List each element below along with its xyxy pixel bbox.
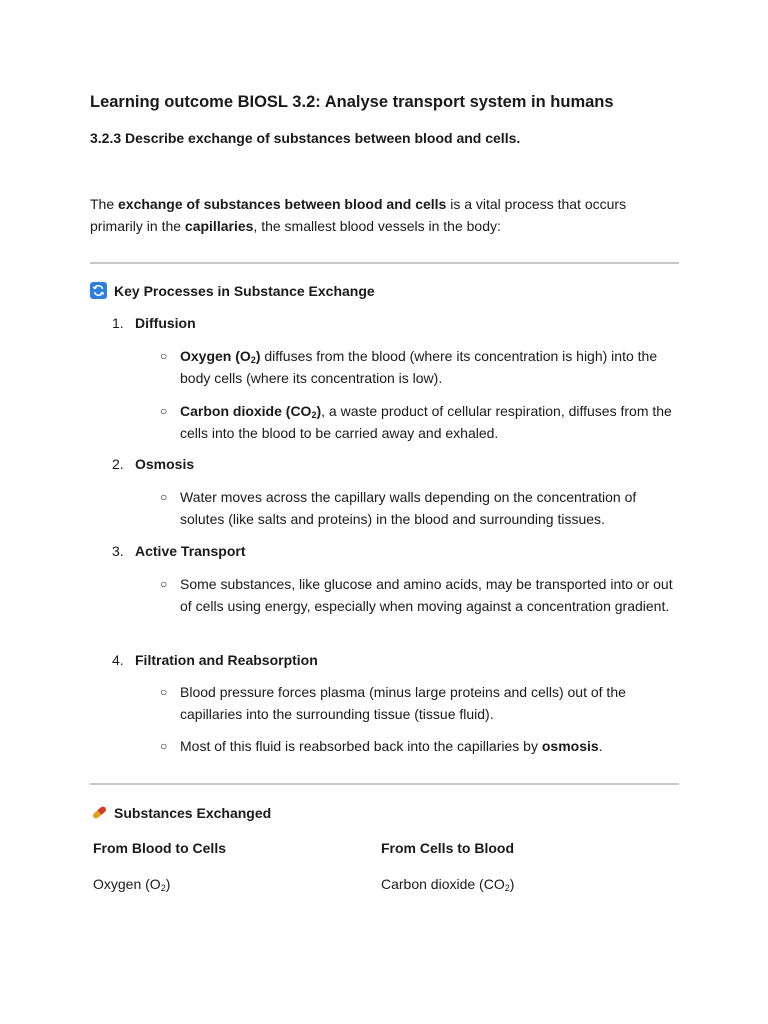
section-heading-key-processes	[90, 282, 375, 299]
section-heading-substances	[90, 803, 271, 822]
table-header-blood-to-cells: From Blood to Cells	[93, 840, 226, 856]
list-item-active-transport: 3. Active Transport	[112, 543, 246, 559]
table-cell: Carbon dioxide $(CO_2)$	[381, 876, 515, 893]
list-item-filtration: 4. Filtration and Reabsorption	[112, 652, 318, 668]
bullet-marker: ○	[160, 404, 168, 418]
list-item: Most of this fluid is reabsorbed back into the capillaries by osmosis.	[180, 738, 603, 754]
list-item: Water moves across the capillary walls depending on the concentration of solutes (like salts and proteins) in the blood and surrounding tissues.	[180, 489, 637, 527]
page-title: Learning outcome BIOSL 3.2: Analyse transport system in humans	[90, 93, 614, 111]
section-heading-label: Key Processes in Substance Exchange	[114, 282, 375, 299]
bullet-marker: ○	[160, 739, 168, 753]
section-heading-label: Substances Exchanged	[114, 804, 272, 821]
list-item-osmosis: 2. Osmosis	[112, 456, 195, 472]
bullet-marker: ○	[160, 577, 168, 591]
list-item-diffusion: 1. Diffusion	[112, 315, 196, 331]
intro-paragraph: The exchange of substances between blood and cells is a vital process that occurs primarily in the capillaries, the smallest blood vessels in the body:	[90, 196, 627, 234]
divider	[90, 262, 679, 264]
table-header-cells-to-blood: From Cells to Blood	[381, 840, 514, 856]
list-item: Carbon dioxide $(CO_2)$, a waste product of cellular respiration, diffuses from the cells into the blood to be carried away and exhaled.	[180, 403, 672, 441]
pill-icon	[90, 803, 109, 822]
bullet-marker: ○	[160, 349, 168, 363]
list-item: Oxygen $(O_2)$ diffuses from the blood (where its concentration is high) into the body cells (where its concentration is low).	[180, 348, 658, 386]
list-item: Some substances, like glucose and amino acids, may be transported into or out of cells using energy, especially when moving against a concentration gradient.	[180, 576, 673, 614]
table-cell: Oxygen $(O_2)$	[93, 876, 171, 893]
page-subtitle: 3.2.3 Describe exchange of substances between blood and cells.	[90, 130, 521, 146]
divider	[90, 783, 679, 785]
list-item: Blood pressure forces plasma (minus large proteins and cells) out of the capillaries into the surrounding tissue (tissue fluid).	[180, 684, 626, 722]
bullet-marker: ○	[160, 685, 168, 699]
bullet-marker: ○	[160, 490, 168, 504]
refresh-icon	[90, 282, 107, 299]
